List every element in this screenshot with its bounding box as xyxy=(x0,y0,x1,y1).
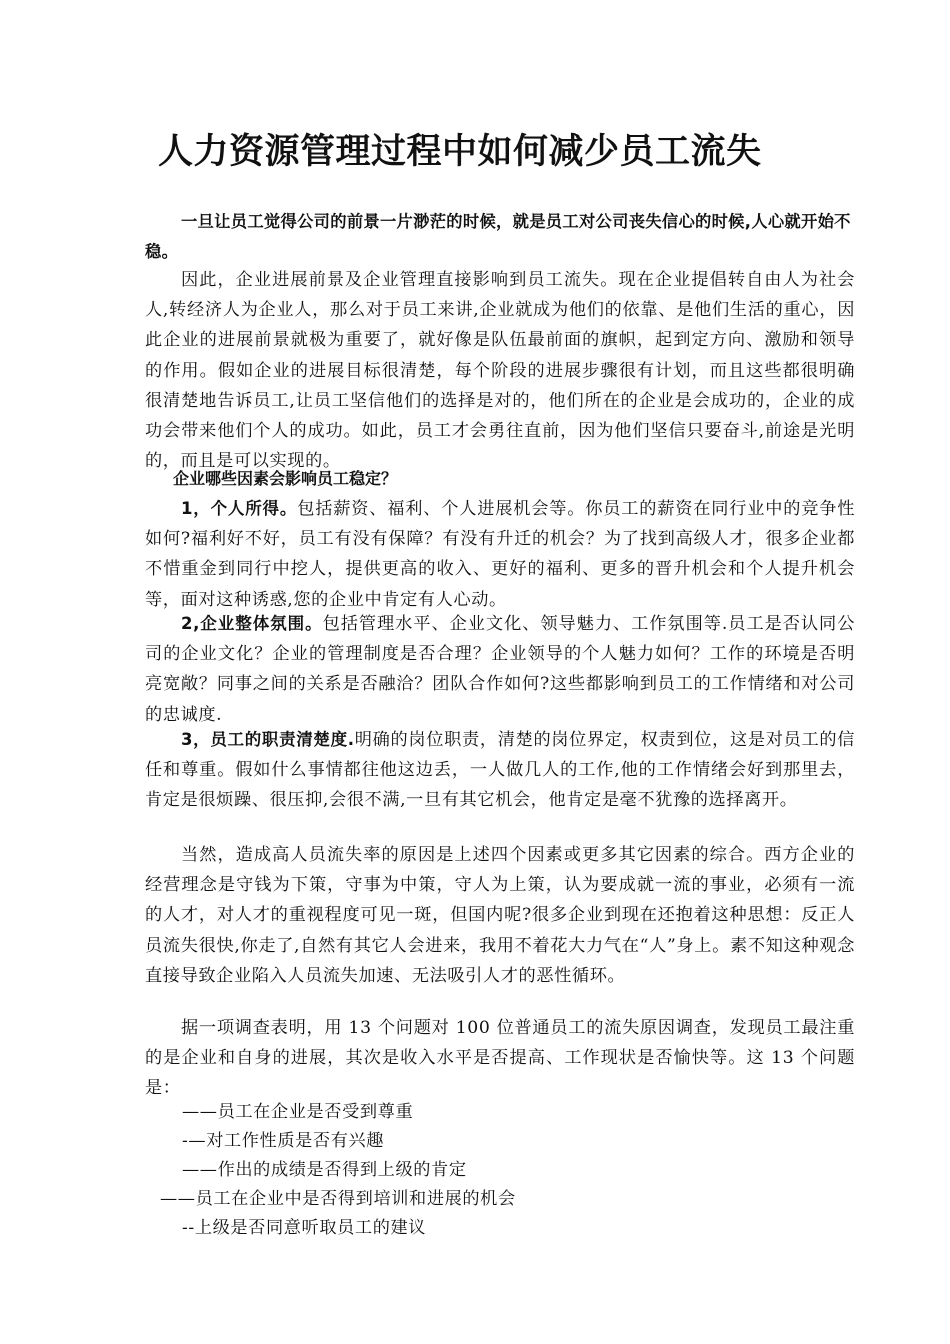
factor-2-block xyxy=(145,609,855,730)
question-item: -—对工作性质是否有兴趣 xyxy=(182,1131,385,1151)
paragraph-2-block xyxy=(145,840,855,991)
paragraph-1: 因此，企业进展前景及企业管理直接影响到员工流失。现在企业提倡转自由人为社会人,转经济人为企业人，那么对于员工来讲,企业就成为他们的依靠、是他们生活的重心，因此企业的进展前景就极为重要了，就好像是队伍最前面的旗帜，起到定方向、激励和领导的作用。假如企业的进展目标很清楚，每个阶段的进展步骤很有计划，而且这些都很明确很清楚地告诉员工,让员工坚信他们的选择是对的，他们所在的企业是会成功的，企业的成功会带来他们个人的成功。如此，员工才会勇往直前，因为他们坚信只要奋斗,前途是光明的，而且是可以实现的。 xyxy=(145,270,855,472)
factor-3-text: 明确的岗位职责，清楚的岗位界定，权责到位，这是对员工的信任和尊重。假如什么事情都往他这边丢，一人做几人的工作,他的工作情绪会好到那里去，肯定是很烦躁、很压抑,会很不满,一旦有其它机会，他肯定是毫不犹豫的选择离开。 xyxy=(145,730,855,811)
paragraph-3-block xyxy=(145,1013,855,1104)
paragraph-3: 据一项调查表明，用 13 个问题对 100 位普通员工的流失原因调查，发现员工最注重的是企业和自身的进展，其次是收入水平是否提高、工作现状是否愉快等。这 13 个问题是： xyxy=(145,1018,855,1099)
factor-2-lead: 2,企业整体氛围。 xyxy=(181,614,323,633)
question-item: ——作出的成绩是否得到上级的肯定 xyxy=(182,1160,467,1180)
question-item: ——员工在企业是否受到尊重 xyxy=(182,1102,414,1122)
paragraph-1-block xyxy=(145,265,855,476)
factor-3-block xyxy=(145,725,855,816)
factor-1-lead: 1，个人所得。 xyxy=(181,499,298,518)
factor-3-lead: 3，员工的职责清楚度. xyxy=(181,730,355,749)
factor-2-paragraph xyxy=(145,609,855,730)
intro-paragraph: 一旦让员工觉得公司的前景一片渺茫的时候，就是员工对公司丧失信心的时候,人心就开始不稳。 xyxy=(145,212,851,261)
factor-1-paragraph xyxy=(145,494,855,615)
section-heading: 企业哪些因素会影响员工稳定？ xyxy=(173,469,398,488)
question-item: --上级是否同意听取员工的建议 xyxy=(182,1218,427,1238)
factor-2-text: 包括管理水平、企业文化、领导魅力、工作氛围等.员工是否认同公司的企业文化？企业的管理制度是否合理？企业领导的个人魅力如何？工作的环境是否明亮宽敞？同事之间的关系是否融洽？团队合作如何?这些都影响到员工的工作情绪和对公司的忠诚度. xyxy=(145,614,855,725)
factor-1-block xyxy=(145,494,855,615)
document-title: 人力资源管理过程中如何减少员工流失 xyxy=(158,132,762,172)
question-item: ——员工在企业中是否得到培训和进展的机会 xyxy=(160,1189,516,1209)
intro-block xyxy=(145,207,855,267)
factor-3-paragraph xyxy=(145,725,855,816)
factor-1-text: 包括薪资、福利、个人进展机会等。你员工的薪资在同行业中的竞争性如何?福利好不好，员工有没有保障？有没有升迁的机会？为了找到高级人才，很多企业都不惜重金到同行中挖人，提供更高的收入、更好的福利、更多的晋升机会和个人提升机会等，面对这种诱惑,您的企业中肯定有人心动。 xyxy=(145,499,856,610)
section-heading-block xyxy=(145,464,855,494)
paragraph-2: 当然，造成高人员流失率的原因是上述四个因素或更多其它因素的综合。西方企业的经营理念是守钱为下策，守事为中策，守人为上策，认为要成就一流的事业，必须有一流的人才，对人才的重视程度可见一斑，但国内呢?很多企业到现在还抱着这种思想：反正人员流失很快,你走了,自然有其它人会进来，我用不着花大力气在“人”身上。素不知这种观念直接导致企业陷入人员流失加速、无法吸引人才的恶性循环。 xyxy=(145,845,855,986)
